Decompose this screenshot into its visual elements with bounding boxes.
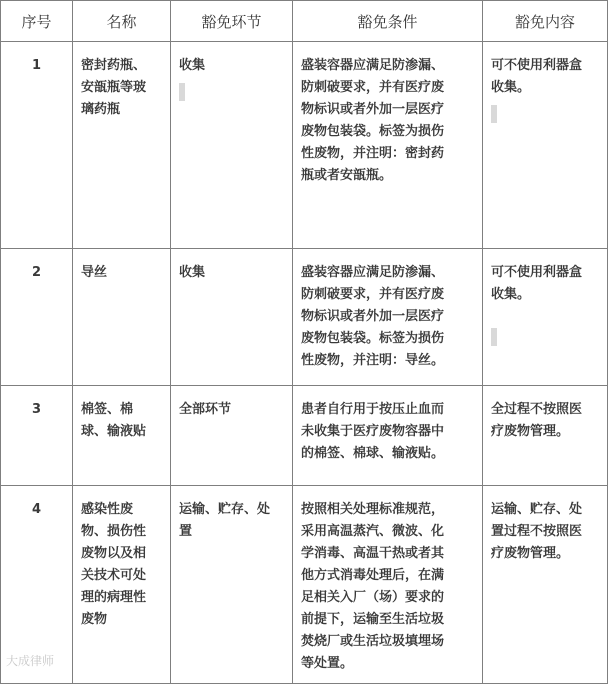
header-stage: 豁免环节 [171, 1, 293, 42]
table-row [1, 42, 608, 249]
watermark: 大成律师 [6, 654, 55, 668]
scan-mark [491, 328, 497, 346]
row-name: 密封药瓶、 安瓿瓶等玻 璃药瓶 [81, 58, 147, 117]
header-index: 序号 [1, 1, 73, 42]
row-index: 2 [31, 265, 42, 280]
table-row [1, 249, 608, 386]
row-name: 感染性废 物、损伤性 废物以及相 关技术可处 理的病理性 废物 [81, 502, 147, 627]
table-row [1, 386, 608, 486]
row-stage: 收集 [179, 58, 206, 73]
header-row [1, 1, 608, 42]
row-condition: 患者自行用于按压止血而 未收集于医疗废物容器中 的棉签、棉球、输液贴。 [301, 402, 445, 461]
header-content: 豁免内容 [483, 1, 608, 42]
row-stage: 收集 [179, 265, 206, 280]
row-condition: 盛装容器应满足防渗漏、 防刺破要求，并有医疗废 物标识或者外加一层医疗 废物包装袋。标签为损伤 性废物，并注明：导丝。 [301, 265, 445, 368]
row-content: 运输、贮存、处 置过程不按照医 疗废物管理。 [491, 502, 583, 561]
row-stage: 运输、贮存、处 置 [179, 502, 271, 539]
row-condition: 盛装容器应满足防渗漏、 防刺破要求，并有医疗废 物标识或者外加一层医疗 废物包装袋。标签为损伤 性废物，并注明：密封药 瓶或者安瓿瓶。 [301, 58, 445, 183]
row-content: 全过程不按照医 疗废物管理。 [491, 402, 583, 439]
row-condition: 按照相关处理标准规范， 采用高温蒸汽、微波、化 学消毒、高温干热或者其 他方式消毒处理后，在满 足相关入厂（场）要求的 前提下，运输至生活垃圾 焚烧厂或生活垃圾填埋场 等处置。 [301, 502, 445, 671]
header-name: 名称 [73, 1, 171, 42]
row-name: 导丝 [81, 265, 108, 280]
header-condition: 豁免条件 [293, 1, 483, 42]
row-content: 可不使用利器盒 收集。 [491, 58, 583, 95]
row-stage: 全部环节 [179, 402, 232, 417]
table-row [1, 486, 608, 684]
row-name: 棉签、棉 球、输液贴 [81, 402, 147, 439]
row-index: 4 [31, 502, 42, 517]
row-content: 可不使用利器盒 收集。 [491, 265, 583, 302]
row-index: 3 [31, 402, 42, 417]
scan-mark [179, 83, 185, 101]
scan-mark [491, 105, 497, 123]
row-index: 1 [31, 58, 42, 73]
